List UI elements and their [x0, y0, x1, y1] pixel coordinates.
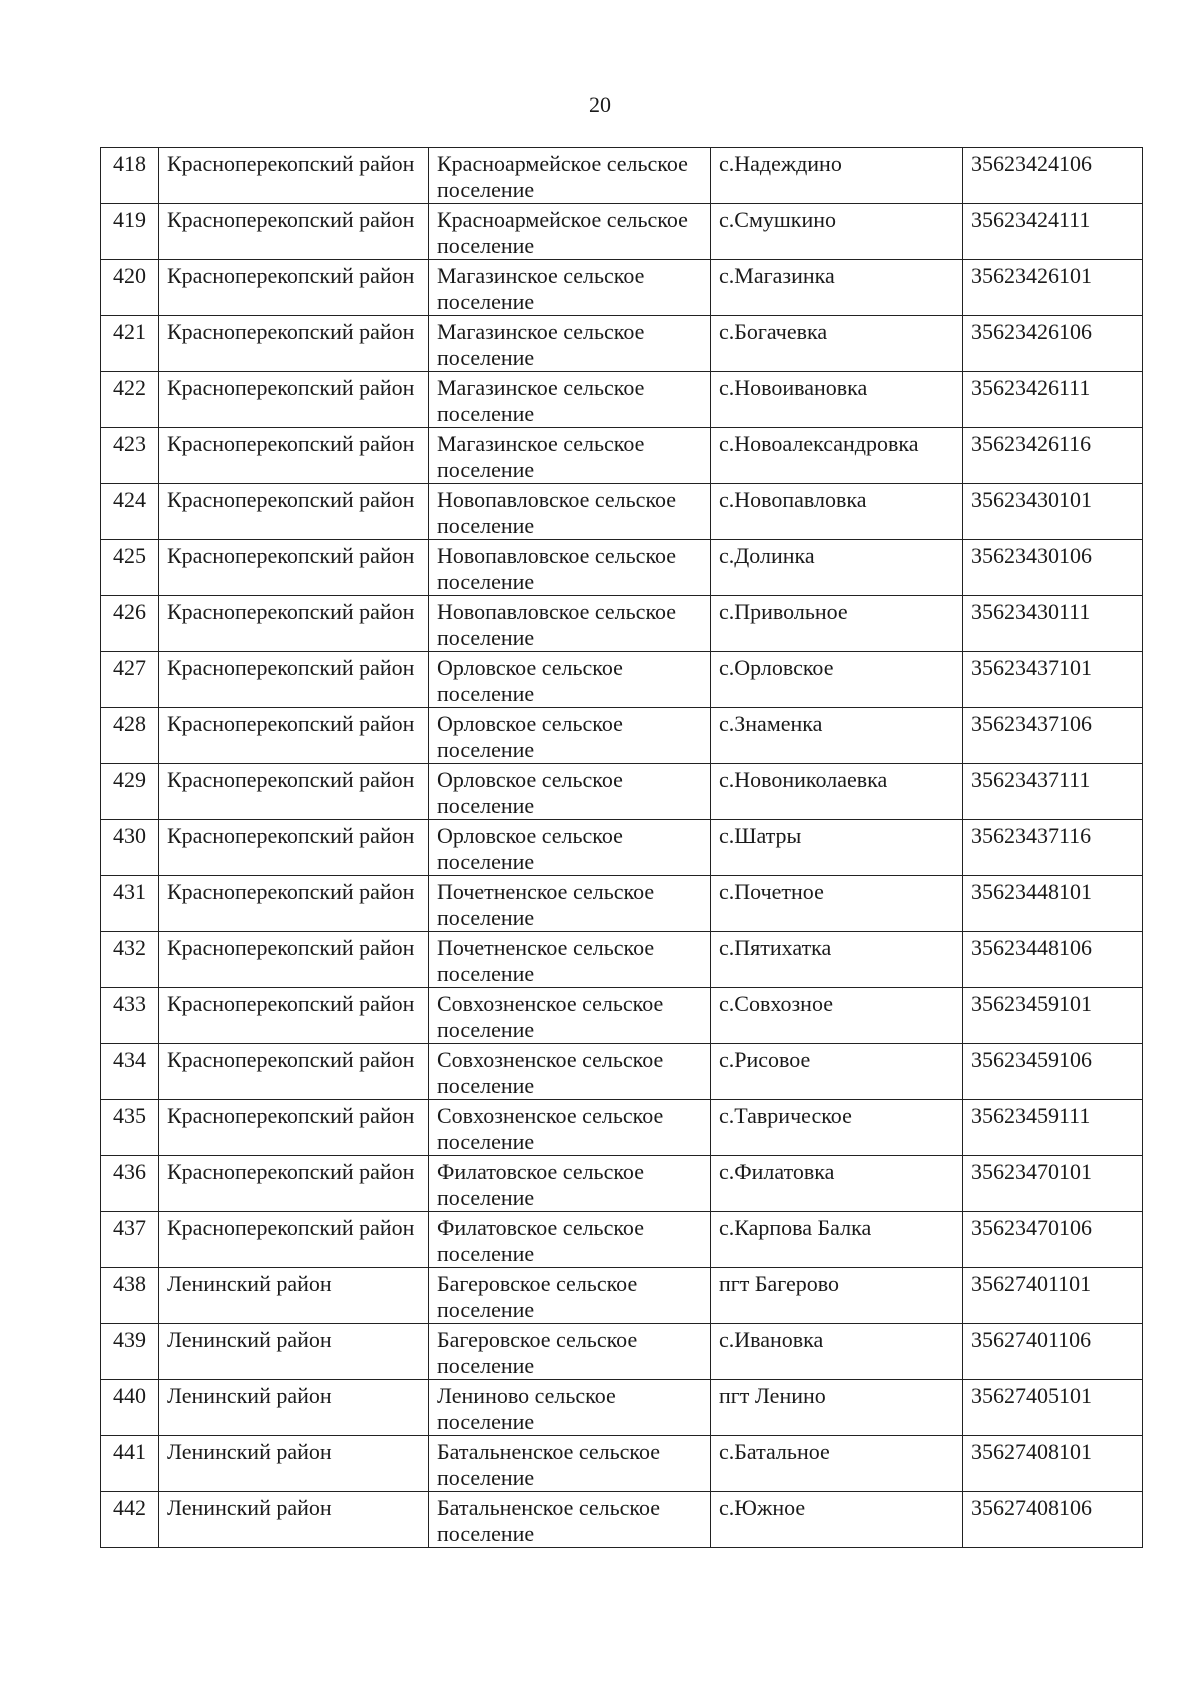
oktmo-code-cell: 35623426101: [963, 260, 1143, 316]
locality-cell: с.Новопавловка: [711, 484, 963, 540]
locality-cell: с.Ивановка: [711, 1324, 963, 1380]
table-row: [101, 1436, 1143, 1492]
table-row: [101, 428, 1143, 484]
locality-cell: с.Надеждино: [711, 148, 963, 204]
district-cell: Красноперекопский район: [159, 988, 429, 1044]
district-cell: Красноперекопский район: [159, 428, 429, 484]
district-cell: Красноперекопский район: [159, 316, 429, 372]
locality-cell: пгт Багерово: [711, 1268, 963, 1324]
settlement-cell: Почетненское сельское поселение: [429, 876, 711, 932]
locality-cell: с.Филатовка: [711, 1156, 963, 1212]
settlement-cell: Орловское сельское поселение: [429, 708, 711, 764]
row-number-cell: 442: [101, 1492, 159, 1548]
oktmo-code-cell: 35623426106: [963, 316, 1143, 372]
row-number-cell: 441: [101, 1436, 159, 1492]
district-cell: Красноперекопский район: [159, 148, 429, 204]
district-cell: Ленинский район: [159, 1380, 429, 1436]
district-cell: Красноперекопский район: [159, 596, 429, 652]
locality-cell: с.Богачевка: [711, 316, 963, 372]
table-row: [101, 1492, 1143, 1548]
settlement-cell: Батальненское сельское поселение: [429, 1436, 711, 1492]
district-cell: Красноперекопский район: [159, 1100, 429, 1156]
settlement-cell: Магазинское сельское поселение: [429, 428, 711, 484]
locality-cell: с.Почетное: [711, 876, 963, 932]
table-row: [101, 1156, 1143, 1212]
row-number-cell: 426: [101, 596, 159, 652]
settlement-cell: Магазинское сельское поселение: [429, 372, 711, 428]
table-row: [101, 820, 1143, 876]
oktmo-code-cell: 35623424111: [963, 204, 1143, 260]
settlement-cell: Филатовское сельское поселение: [429, 1156, 711, 1212]
locality-cell: с.Новоалександровка: [711, 428, 963, 484]
table-row: [101, 1100, 1143, 1156]
row-number-cell: 428: [101, 708, 159, 764]
row-number-cell: 439: [101, 1324, 159, 1380]
district-cell: Красноперекопский район: [159, 1044, 429, 1100]
row-number-cell: 424: [101, 484, 159, 540]
settlement-cell: Новопавловское сельское поселение: [429, 484, 711, 540]
table-row: [101, 316, 1143, 372]
locality-cell: с.Шатры: [711, 820, 963, 876]
table-row: [101, 372, 1143, 428]
settlement-cell: Новопавловское сельское поселение: [429, 596, 711, 652]
oktmo-code-cell: 35627401101: [963, 1268, 1143, 1324]
district-cell: Красноперекопский район: [159, 1212, 429, 1268]
oktmo-code-cell: 35627401106: [963, 1324, 1143, 1380]
locality-cell: с.Пятихатка: [711, 932, 963, 988]
table-row: [101, 204, 1143, 260]
locality-cell: с.Долинка: [711, 540, 963, 596]
row-number-cell: 432: [101, 932, 159, 988]
district-cell: Красноперекопский район: [159, 540, 429, 596]
row-number-cell: 418: [101, 148, 159, 204]
district-cell: Красноперекопский район: [159, 204, 429, 260]
row-number-cell: 436: [101, 1156, 159, 1212]
registry-body: [101, 148, 1143, 1548]
district-cell: Красноперекопский район: [159, 372, 429, 428]
oktmo-code-cell: 35623437106: [963, 708, 1143, 764]
oktmo-code-cell: 35627405101: [963, 1380, 1143, 1436]
district-cell: Ленинский район: [159, 1268, 429, 1324]
oktmo-code-cell: 35623426116: [963, 428, 1143, 484]
oktmo-code-cell: 35623426111: [963, 372, 1143, 428]
oktmo-code-cell: 35623430111: [963, 596, 1143, 652]
oktmo-code-cell: 35623470101: [963, 1156, 1143, 1212]
row-number-cell: 421: [101, 316, 159, 372]
oktmo-code-cell: 35627408101: [963, 1436, 1143, 1492]
locality-cell: пгт Ленино: [711, 1380, 963, 1436]
row-number-cell: 433: [101, 988, 159, 1044]
row-number-cell: 423: [101, 428, 159, 484]
oktmo-code-cell: 35623459101: [963, 988, 1143, 1044]
table-row: [101, 148, 1143, 204]
district-cell: Красноперекопский район: [159, 932, 429, 988]
table-row: [101, 1268, 1143, 1324]
oktmo-code-cell: 35623459106: [963, 1044, 1143, 1100]
oktmo-code-cell: 35623424106: [963, 148, 1143, 204]
settlement-cell: Багеровское сельское поселение: [429, 1324, 711, 1380]
district-cell: Ленинский район: [159, 1324, 429, 1380]
row-number-cell: 422: [101, 372, 159, 428]
oktmo-code-cell: 35623437116: [963, 820, 1143, 876]
locality-cell: с.Новоивановка: [711, 372, 963, 428]
district-cell: Красноперекопский район: [159, 708, 429, 764]
settlement-cell: Новопавловское сельское поселение: [429, 540, 711, 596]
table-row: [101, 540, 1143, 596]
oktmo-code-cell: 35627408106: [963, 1492, 1143, 1548]
district-cell: Ленинский район: [159, 1492, 429, 1548]
oktmo-code-cell: 35623437111: [963, 764, 1143, 820]
row-number-cell: 431: [101, 876, 159, 932]
table-row: [101, 876, 1143, 932]
row-number-cell: 438: [101, 1268, 159, 1324]
settlement-registry-table: [100, 147, 1143, 1548]
locality-cell: с.Привольное: [711, 596, 963, 652]
settlement-cell: Совхозненское сельское поселение: [429, 988, 711, 1044]
locality-cell: с.Смушкино: [711, 204, 963, 260]
locality-cell: с.Новониколаевка: [711, 764, 963, 820]
table-row: [101, 932, 1143, 988]
district-cell: Красноперекопский район: [159, 820, 429, 876]
settlement-cell: Филатовское сельское поселение: [429, 1212, 711, 1268]
row-number-cell: 419: [101, 204, 159, 260]
oktmo-code-cell: 35623437101: [963, 652, 1143, 708]
oktmo-code-cell: 35623448101: [963, 876, 1143, 932]
row-number-cell: 429: [101, 764, 159, 820]
district-cell: Красноперекопский район: [159, 260, 429, 316]
row-number-cell: 434: [101, 1044, 159, 1100]
settlement-cell: Красноармейское сельское поселение: [429, 204, 711, 260]
table-row: [101, 1380, 1143, 1436]
locality-cell: с.Карпова Балка: [711, 1212, 963, 1268]
settlement-cell: Батальненское сельское поселение: [429, 1492, 711, 1548]
table-row: [101, 1044, 1143, 1100]
settlement-cell: Багеровское сельское поселение: [429, 1268, 711, 1324]
page-number: 20: [589, 92, 611, 117]
settlement-cell: Магазинское сельское поселение: [429, 316, 711, 372]
row-number-cell: 437: [101, 1212, 159, 1268]
table-row: [101, 260, 1143, 316]
table-row: [101, 1212, 1143, 1268]
row-number-cell: 440: [101, 1380, 159, 1436]
oktmo-code-cell: 35623430106: [963, 540, 1143, 596]
locality-cell: с.Таврическое: [711, 1100, 963, 1156]
settlement-cell: Магазинское сельское поселение: [429, 260, 711, 316]
locality-cell: с.Орловское: [711, 652, 963, 708]
table-row: [101, 484, 1143, 540]
district-cell: Красноперекопский район: [159, 876, 429, 932]
district-cell: Ленинский район: [159, 1436, 429, 1492]
district-cell: Красноперекопский район: [159, 484, 429, 540]
table-row: [101, 1324, 1143, 1380]
oktmo-code-cell: 35623459111: [963, 1100, 1143, 1156]
table-row: [101, 596, 1143, 652]
oktmo-code-cell: 35623448106: [963, 932, 1143, 988]
district-cell: Красноперекопский район: [159, 764, 429, 820]
settlement-cell: Орловское сельское поселение: [429, 652, 711, 708]
locality-cell: с.Батальное: [711, 1436, 963, 1492]
row-number-cell: 420: [101, 260, 159, 316]
row-number-cell: 430: [101, 820, 159, 876]
settlement-cell: Совхозненское сельское поселение: [429, 1044, 711, 1100]
table-row: [101, 988, 1143, 1044]
table-row: [101, 708, 1143, 764]
settlement-cell: Совхозненское сельское поселение: [429, 1100, 711, 1156]
district-cell: Красноперекопский район: [159, 652, 429, 708]
settlement-cell: Красноармейское сельское поселение: [429, 148, 711, 204]
table-row: [101, 652, 1143, 708]
locality-cell: с.Знаменка: [711, 708, 963, 764]
settlement-cell: Почетненское сельское поселение: [429, 932, 711, 988]
oktmo-code-cell: 35623430101: [963, 484, 1143, 540]
district-cell: Красноперекопский район: [159, 1156, 429, 1212]
locality-cell: с.Совхозное: [711, 988, 963, 1044]
row-number-cell: 427: [101, 652, 159, 708]
locality-cell: с.Южное: [711, 1492, 963, 1548]
table-row: [101, 764, 1143, 820]
settlement-cell: Лениново сельское поселение: [429, 1380, 711, 1436]
locality-cell: с.Рисовое: [711, 1044, 963, 1100]
oktmo-code-cell: 35623470106: [963, 1212, 1143, 1268]
settlement-cell: Орловское сельское поселение: [429, 764, 711, 820]
locality-cell: с.Магазинка: [711, 260, 963, 316]
row-number-cell: 435: [101, 1100, 159, 1156]
settlement-cell: Орловское сельское поселение: [429, 820, 711, 876]
row-number-cell: 425: [101, 540, 159, 596]
